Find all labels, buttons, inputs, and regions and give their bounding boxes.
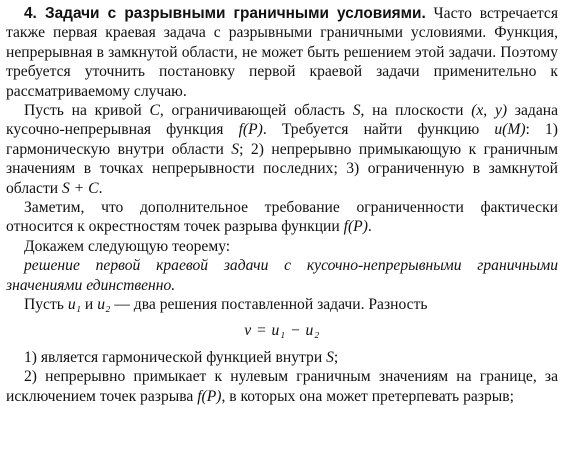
text-fragment: задана кусочно-непрерывная функция: [6, 102, 559, 139]
paragraph-theorem-intro: Докажем следующую теорему:: [24, 237, 231, 255]
formula-difference: v = u₁ − u₂: [244, 321, 320, 339]
text-fragment: и: [81, 296, 98, 314]
math-coordinates: (x, y): [471, 102, 508, 120]
paragraph-remark: [6, 198, 558, 237]
math-curve-c: C: [149, 102, 160, 120]
text-fragment: : 1) гармоническую внутри области: [6, 121, 558, 158]
text-fragment: , ограничивающей область: [159, 102, 353, 120]
intro-text: Часто встречается также первая краевая задача с разрывными граничными условиями. Функция, непрерывная в замкнутой области, не может быть решением этой задачи. Поэтому требуется уточнить постановку первой краевой задачи применительно к рассматриваемому случаю.: [6, 5, 559, 100]
math-u2: u₂: [97, 296, 111, 314]
paragraph-problem-statement: [6, 101, 558, 198]
math-function-u: u(M): [494, 121, 526, 139]
text-fragment: ; 2) непрерывно примыкающую к граничным значениям в точках непрерывности последних; 3) ограниченную в замкнутой области: [6, 140, 558, 197]
text-fragment: .: [367, 218, 372, 236]
math-function-f: f(P): [343, 218, 368, 236]
text-fragment: , в которых она может претерпевать разрыв;: [221, 387, 514, 405]
theorem-statement: решение первой краевой задачи с кусочно-непрерывными граничными значениями единственно.: [6, 257, 558, 294]
math-u1: u₁: [67, 296, 82, 314]
math-region-s: S: [231, 140, 240, 158]
math-closed-region: S + C: [62, 179, 99, 197]
text-fragment: ;: [333, 348, 339, 366]
paragraph-intro: [6, 4, 558, 101]
math-function-f: f(P): [238, 121, 263, 139]
text-fragment: Пусть: [24, 296, 68, 314]
text-fragment: . Требуется найти функцию: [262, 121, 495, 139]
text-fragment: Заметим, что дополнительное требование ограниченности фактически относится к окрестностям точек разрыва функции: [6, 199, 558, 236]
section-heading: 4. Задачи с разрывными граничными условиями.: [24, 5, 426, 22]
text-fragment: , на плоскости: [360, 102, 472, 120]
math-region-s: S: [352, 102, 361, 120]
math-function-f: f(P): [197, 387, 222, 405]
text-fragment: 2) непрерывно примыкает к нулевым граничным значениям на границе, за исключением точек разрыва: [6, 368, 558, 405]
text-fragment: — два решения поставленной задачи. Разность: [110, 296, 428, 314]
list-item-1: [6, 348, 558, 367]
paragraph-proof-start: [6, 295, 558, 314]
text-fragment: Пусть на кривой: [24, 102, 150, 120]
list-item-2: [6, 367, 558, 406]
text-fragment: .: [98, 179, 103, 197]
text-fragment: 1) является гармонической функцией внутри: [24, 348, 327, 366]
math-region-s: S: [326, 348, 334, 366]
